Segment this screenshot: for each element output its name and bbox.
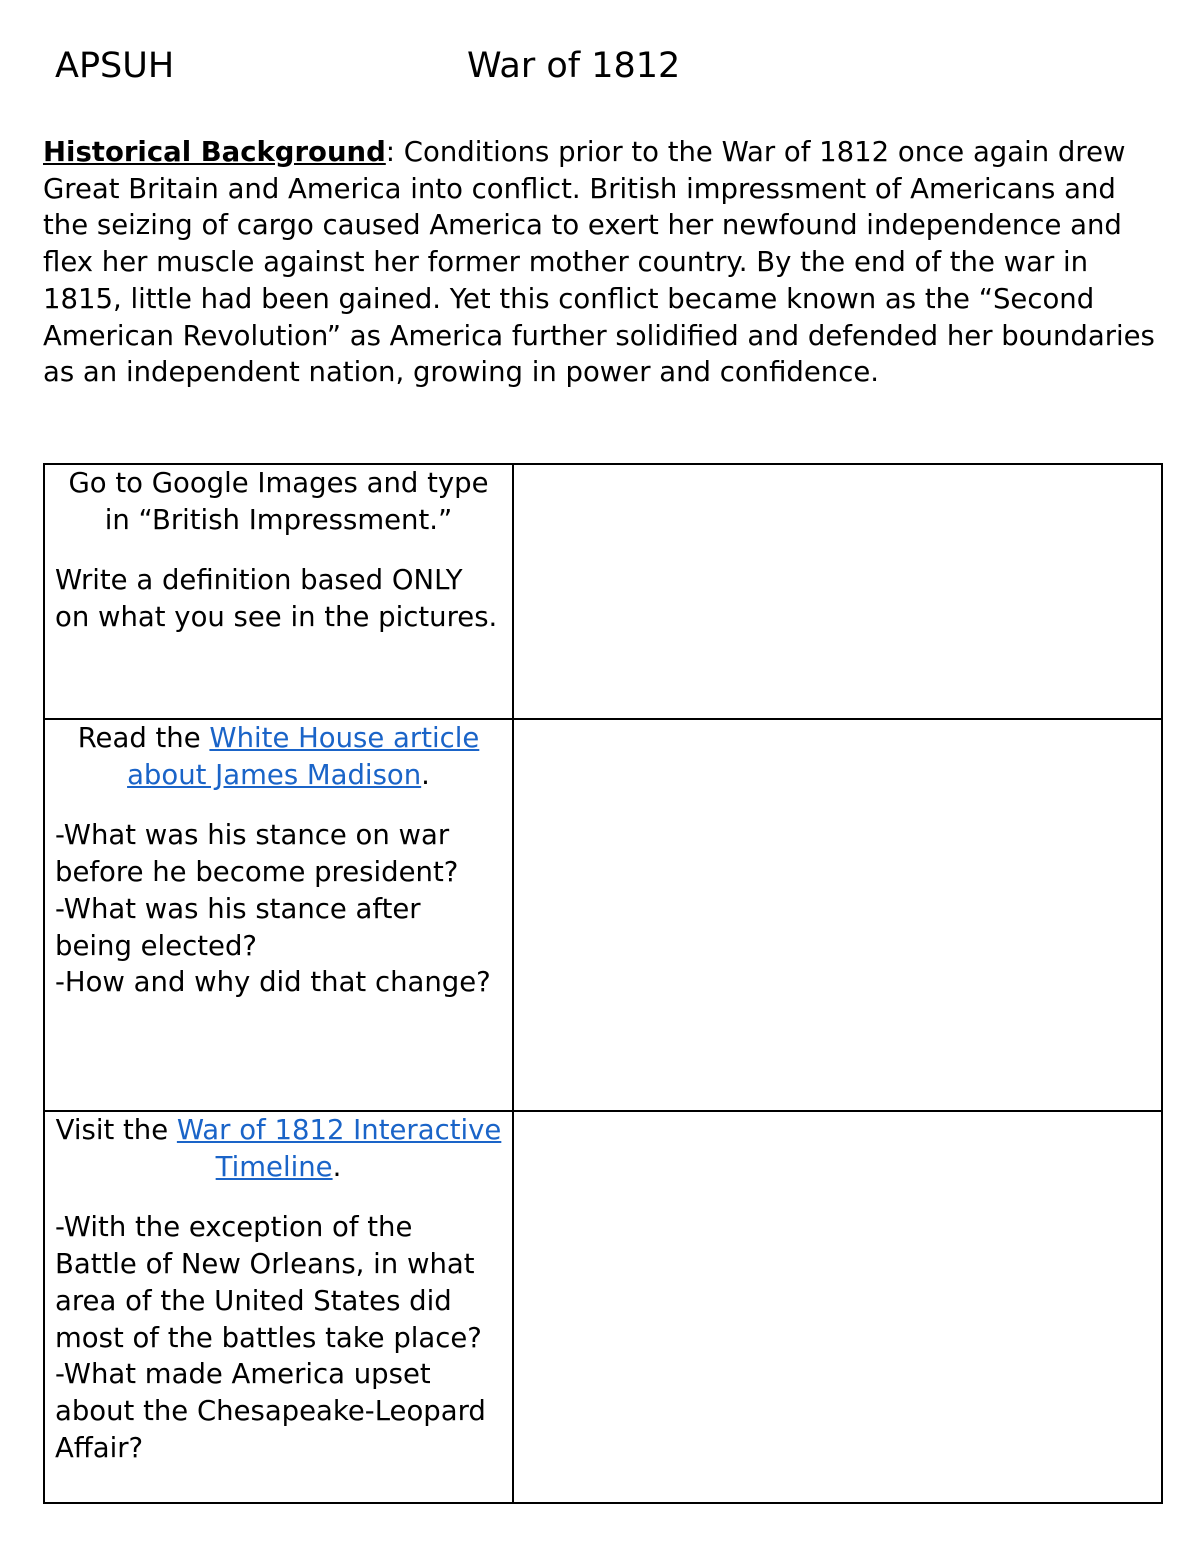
prompt-question: -With the exception of the Battle of New Orleans, in what area of the United States did most of the battles take place?	[55, 1211, 482, 1354]
table-row	[44, 719, 1162, 1111]
prompt-cell	[44, 1111, 513, 1503]
historical-background	[43, 134, 1168, 391]
intro-prefix: Read the	[77, 722, 210, 754]
intro-suffix: .	[332, 1150, 342, 1183]
answer-cell[interactable]	[513, 464, 1162, 719]
intro-prefix: Visit the	[55, 1114, 177, 1146]
prompt-question: -What was his stance after being elected?	[55, 892, 421, 962]
page-title: War of 1812	[467, 46, 681, 86]
prompt-intro: Go to Google Images and type in “British Impressment.”	[68, 467, 489, 536]
table-row	[44, 464, 1162, 719]
table-row	[44, 1111, 1162, 1503]
prompt-question: -What was his stance on war before he become president?	[55, 819, 459, 889]
interactive-timeline-link[interactable]: War of 1812 Interactive Timeline	[176, 1114, 502, 1183]
worksheet-table	[43, 463, 1163, 1504]
intro-suffix: .	[421, 758, 430, 791]
answer-cell[interactable]	[513, 719, 1162, 1111]
prompt-question: Write a definition based ONLY on what you see in the pictures.	[55, 564, 498, 634]
course-name: APSUH	[55, 46, 175, 86]
prompt-cell	[44, 719, 513, 1111]
background-text: : Conditions prior to the War of 1812 once again drew Great Britain and America into conflict. British impressment of Americans and the seizing of cargo caused America to exert her newfound independence and flex her muscle against her former mother country. By the end of the war in 1815, little had been gained. Yet this conflict became known as the “Second American Revolution” as America further solidified and defended her boundaries as an independent nation, growing in power and confidence.	[43, 136, 1155, 389]
prompt-cell	[44, 464, 513, 719]
prompt-intro	[55, 720, 502, 793]
prompt-question: -How and why did that change?	[55, 966, 491, 999]
answer-cell[interactable]	[513, 1111, 1162, 1503]
prompt-question: -What made America upset about the Chesapeake-Leopard Affair?	[55, 1358, 486, 1464]
background-label: Historical Background	[43, 136, 386, 168]
white-house-article-link[interactable]: White House article about James Madison	[127, 722, 480, 791]
prompt-intro	[55, 1112, 502, 1185]
